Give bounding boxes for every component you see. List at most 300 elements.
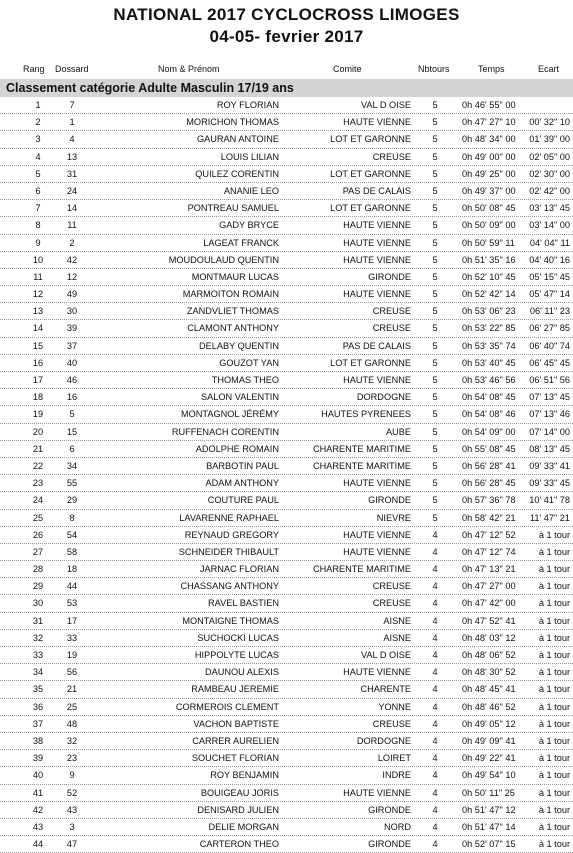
cell-name: REYNAUD GREGORY: [184, 529, 279, 540]
cell-comite: CREUSE: [372, 306, 411, 317]
cell-temps: 0h 49' 22" 41: [462, 753, 516, 764]
cell-rang: 36: [32, 701, 44, 712]
cell-rang: 39: [32, 753, 44, 764]
cell-dossard: 48: [66, 718, 78, 729]
cell-nbtours: 4: [432, 632, 438, 643]
cell-name: JARNAC FLORIAN: [199, 564, 279, 575]
table-row: [0, 406, 573, 423]
cell-rang: 25: [32, 512, 44, 523]
cell-ecart: 08' 13" 45: [529, 443, 570, 454]
cell-temps: 0h 53' 35" 74: [462, 340, 516, 351]
cell-temps: 0h 56' 28" 41: [462, 460, 516, 471]
cell-dossard: 46: [66, 375, 78, 385]
table-row: [0, 320, 573, 337]
cell-dossard: 29: [66, 495, 78, 506]
cell-temps: 0h 53' 40" 45: [462, 357, 516, 368]
cell-name: COUTURE PAUL: [207, 495, 279, 506]
cell-nbtours: 4: [432, 615, 438, 626]
cell-name: THOMAS THEO: [211, 375, 279, 385]
cell-ecart: à 1 tour: [538, 546, 570, 557]
cell-name: PONTREAU SAMUEL: [187, 203, 279, 214]
cell-comite: HAUTE VIENNE: [343, 254, 411, 265]
cell-temps: 0h 51' 47" 12: [462, 804, 516, 815]
column-header-rang: Rang: [23, 64, 45, 74]
cell-name: DELIE MORGAN: [208, 821, 279, 832]
cell-name: ADOLPHE ROMAIN: [195, 443, 279, 454]
cell-comite: LOIRET: [377, 753, 411, 764]
cell-nbtours: 4: [432, 770, 438, 781]
cell-ecart: 11' 47" 21: [529, 512, 570, 523]
table-row: [0, 149, 573, 166]
cell-comite: HAUTE VIENNE: [343, 478, 411, 489]
cell-temps: 0h 55' 08" 45: [462, 443, 516, 454]
cell-name: SALON VALENTIN: [201, 392, 279, 403]
cell-temps: 0h 47' 12" 74: [462, 546, 516, 557]
cell-rang: 15: [32, 340, 44, 351]
cell-dossard: 12: [66, 271, 78, 282]
cell-dossard: 14: [66, 203, 78, 214]
column-header-temps: Temps: [478, 64, 505, 74]
cell-nbtours: 4: [432, 735, 438, 746]
table-row: [0, 802, 573, 819]
cell-comite: HAUTE VIENNE: [343, 117, 411, 128]
cell-temps: 0h 58' 42" 21: [462, 512, 516, 523]
cell-nbtours: 5: [432, 134, 438, 145]
cell-comite: CREUSE: [372, 151, 411, 162]
cell-dossard: 15: [66, 426, 78, 437]
cell-temps: 0h 50' 09" 00: [462, 220, 516, 231]
cell-name: LAGEAT FRANCK: [203, 237, 279, 248]
cell-dossard: 16: [66, 392, 78, 403]
cell-comite: LOT ET GARONNE: [330, 134, 411, 145]
cell-ecart: à 1 tour: [538, 667, 570, 678]
cell-nbtours: 5: [432, 100, 438, 110]
cell-ecart: 05' 15" 45: [529, 271, 570, 282]
table-row: [0, 217, 573, 234]
cell-rang: 43: [32, 821, 44, 832]
cell-rang: 42: [32, 804, 44, 815]
cell-ecart: à 1 tour: [538, 564, 570, 575]
table-row: [0, 819, 573, 836]
cell-nbtours: 5: [432, 271, 438, 282]
cell-temps: 0h 52' 10" 45: [462, 271, 516, 282]
cell-rang: 40: [32, 770, 44, 781]
cell-temps: 0h 49' 00" 00: [462, 151, 516, 162]
cell-dossard: 2: [69, 237, 75, 248]
cell-ecart: à 1 tour: [538, 753, 570, 764]
cell-rang: 22: [32, 460, 44, 471]
cell-nbtours: 5: [432, 151, 438, 162]
table-row: [0, 372, 573, 389]
table-row: [0, 200, 573, 217]
table-row: [0, 750, 573, 767]
cell-rang: 27: [32, 546, 44, 557]
cell-ecart: 00' 32" 10: [529, 117, 570, 128]
cell-name: GOUZOT YAN: [219, 357, 279, 368]
cell-rang: 23: [32, 478, 44, 489]
cell-rang: 10: [32, 254, 44, 265]
cell-temps: 0h 47' 12" 52: [462, 529, 516, 540]
cell-dossard: 43: [66, 804, 78, 815]
cell-rang: 16: [32, 357, 44, 368]
cell-temps: 0h 53' 06" 23: [462, 306, 516, 317]
cell-comite: VAL D OISE: [360, 100, 411, 110]
cell-temps: 0h 50' 08" 45: [462, 203, 516, 214]
cell-comite: CHARENTE MARITIME: [312, 460, 411, 471]
table-row: [0, 510, 573, 527]
table-row: [0, 235, 573, 252]
cell-nbtours: 5: [432, 289, 438, 300]
cell-dossard: 37: [66, 340, 78, 351]
cell-ecart: à 1 tour: [538, 701, 570, 712]
cell-dossard: 23: [66, 753, 78, 764]
table-row: [0, 647, 573, 664]
cell-comite: YONNE: [378, 701, 411, 712]
table-row: [0, 269, 573, 286]
cell-nbtours: 4: [432, 753, 438, 764]
cell-temps: 0h 53' 22" 85: [462, 323, 516, 334]
cell-name: SUCHOCKI LUCAS: [197, 632, 279, 643]
cell-name: MORICHON THOMAS: [186, 117, 279, 128]
table-row: [0, 630, 573, 647]
cell-comite: PAS DE CALAIS: [342, 185, 411, 196]
cell-comite: GIRONDE: [368, 839, 411, 850]
cell-nbtours: 5: [432, 357, 438, 368]
cell-ecart: à 1 tour: [538, 615, 570, 626]
cell-dossard: 55: [66, 478, 78, 489]
cell-temps: 0h 49' 25" 00: [462, 168, 516, 179]
cell-ecart: 06' 51" 56: [529, 375, 570, 385]
cell-dossard: 24: [66, 185, 78, 196]
cell-nbtours: 4: [432, 650, 438, 660]
table-row: [0, 733, 573, 750]
cell-name: BOUIGEAU JORIS: [200, 787, 279, 798]
table-row: [0, 578, 573, 595]
cell-nbtours: 4: [432, 546, 438, 557]
cell-ecart: 03' 14" 00: [529, 220, 570, 231]
cell-nbtours: 4: [432, 598, 438, 609]
cell-temps: 0h 50' 59" 11: [462, 237, 515, 248]
cell-ecart: à 1 tour: [538, 787, 570, 798]
cell-ecart: 04' 04" 11: [529, 237, 570, 248]
cell-rang: 1: [35, 100, 41, 110]
cell-rang: 32: [32, 632, 44, 643]
cell-comite: CREUSE: [372, 718, 411, 729]
cell-name: SCHNEIDER THIBAULT: [178, 546, 279, 557]
cell-rang: 2: [35, 117, 41, 128]
cell-name: RAMBEAU JEREMIE: [191, 684, 279, 695]
cell-name: LAVARENNE RAPHAEL: [179, 512, 279, 523]
cell-dossard: 1: [69, 117, 75, 128]
table-row: [0, 716, 573, 733]
cell-temps: 0h 54' 08" 45: [462, 392, 516, 403]
table-row: [0, 613, 573, 630]
table-row: [0, 699, 573, 716]
cell-dossard: 42: [66, 254, 78, 265]
cell-temps: 0h 54' 08" 46: [462, 409, 516, 420]
cell-nbtours: 4: [432, 667, 438, 678]
cell-dossard: 9: [69, 770, 75, 781]
cell-name: HIPPOLYTE LUCAS: [194, 650, 279, 660]
cell-dossard: 32: [66, 735, 78, 746]
cell-comite: CHARENTE MARITIME: [312, 564, 411, 575]
cell-rang: 9: [35, 237, 41, 248]
cell-rang: 12: [32, 289, 44, 300]
cell-ecart: 09' 33" 41: [529, 460, 570, 471]
cell-nbtours: 5: [432, 392, 438, 403]
cell-name: VACHON BAPTISTE: [193, 718, 279, 729]
cell-ecart: à 1 tour: [538, 735, 570, 746]
cell-rang: 20: [32, 426, 44, 437]
column-header-nom: Nom & Prénom: [158, 64, 220, 74]
cell-comite: NORD: [383, 821, 411, 832]
cell-ecart: à 1 tour: [538, 804, 570, 815]
table-row: [0, 475, 573, 492]
table-row: [0, 355, 573, 372]
cell-ecart: à 1 tour: [538, 684, 570, 695]
cell-dossard: 40: [66, 357, 78, 368]
cell-temps: 0h 51' 35" 16: [462, 254, 516, 265]
cell-name: CLAMONT ANTHONY: [187, 323, 279, 334]
cell-nbtours: 5: [432, 168, 438, 179]
cell-temps: 0h 47' 42" 00: [462, 598, 516, 609]
cell-comite: CHARENTE MARITIME: [312, 443, 411, 454]
cell-nbtours: 4: [432, 821, 438, 832]
table-row: [0, 166, 573, 183]
cell-nbtours: 5: [432, 443, 438, 454]
table-row: [0, 286, 573, 303]
cell-dossard: 53: [66, 598, 78, 609]
cell-rang: 11: [33, 271, 43, 282]
column-header-dossard: Dossard: [55, 64, 89, 74]
cell-temps: 0h 48' 34" 00: [462, 134, 516, 145]
table-row: [0, 389, 573, 406]
cell-rang: 33: [32, 650, 44, 660]
cell-comite: HAUTE VIENNE: [343, 375, 411, 385]
page-title: NATIONAL 2017 CYCLOCROSS LIMOGES: [113, 5, 460, 24]
cell-comite: HAUTE VIENNE: [343, 220, 411, 231]
cell-rang: 38: [32, 735, 44, 746]
table-row: [0, 424, 573, 441]
cell-nbtours: 5: [432, 237, 438, 248]
cell-nbtours: 4: [432, 564, 438, 575]
cell-comite: GIRONDE: [368, 271, 411, 282]
cell-temps: 0h 57' 36" 78: [462, 495, 516, 506]
cell-temps: 0h 51' 47" 14: [462, 821, 516, 832]
table-row: [0, 97, 573, 114]
cell-comite: HAUTE VIENNE: [343, 237, 411, 248]
cell-rang: 3: [35, 134, 41, 145]
table-row: [0, 836, 573, 853]
cell-rang: 30: [32, 598, 44, 609]
cell-comite: LOT ET GARONNE: [330, 168, 411, 179]
cell-nbtours: 5: [432, 117, 438, 128]
cell-nbtours: 5: [432, 323, 438, 334]
cell-temps: 0h 54' 09" 00: [462, 426, 516, 437]
cell-temps: 0h 47' 52" 41: [462, 615, 516, 626]
table-row: [0, 183, 573, 200]
cell-rang: 8: [35, 220, 41, 231]
cell-ecart: à 1 tour: [538, 839, 570, 850]
cell-nbtours: 5: [432, 254, 438, 265]
cell-nbtours: 4: [432, 581, 438, 592]
cell-temps: 0h 56' 28" 45: [462, 478, 516, 489]
cell-rang: 4: [35, 151, 41, 162]
cell-nbtours: 5: [432, 426, 438, 437]
cell-nbtours: 4: [432, 839, 438, 850]
cell-nbtours: 5: [432, 460, 438, 471]
cell-comite: LOT ET GARONNE: [330, 203, 411, 214]
cell-dossard: 13: [66, 151, 78, 162]
cell-ecart: à 1 tour: [538, 718, 570, 729]
cell-temps: 0h 48' 03" 12: [462, 632, 516, 643]
cell-dossard: 17: [66, 615, 78, 626]
cell-comite: AISNE: [383, 632, 411, 643]
table-row: [0, 595, 573, 612]
cell-name: MONTAIGNE THOMAS: [182, 615, 279, 626]
cell-name: CORMEROIS CLEMENT: [175, 701, 279, 712]
cell-dossard: 49: [66, 289, 78, 300]
cell-comite: HAUTES PYRENEES: [321, 409, 411, 420]
cell-dossard: 19: [66, 650, 78, 660]
cell-rang: 29: [32, 581, 44, 592]
cell-comite: HAUTE VIENNE: [343, 546, 411, 557]
cell-ecart: 06' 45" 45: [529, 357, 570, 368]
cell-nbtours: 4: [432, 804, 438, 815]
category-label: Classement catégorie Adulte Masculin 17/19 ans: [6, 81, 294, 95]
table-row: [0, 492, 573, 509]
cell-ecart: 05' 47" 14: [529, 289, 570, 300]
results-table: [0, 97, 573, 853]
cell-dossard: 47: [66, 839, 78, 850]
table-row: [0, 681, 573, 698]
cell-nbtours: 5: [432, 306, 438, 317]
cell-name: GAURAN ANTOINE: [196, 134, 279, 145]
cell-nbtours: 5: [432, 340, 438, 351]
cell-rang: 18: [32, 392, 44, 403]
cell-rang: 7: [35, 203, 41, 214]
cell-temps: 0h 47' 13" 21: [462, 564, 516, 575]
cell-dossard: 58: [66, 546, 78, 557]
cell-temps: 0h 48' 30" 52: [462, 667, 516, 678]
cell-temps: 0h 48' 06" 52: [462, 650, 516, 660]
cell-name: CARRER AURELIEN: [192, 735, 279, 746]
cell-nbtours: 5: [432, 409, 438, 420]
cell-rang: 14: [32, 323, 44, 334]
cell-comite: GIRONDE: [368, 804, 411, 815]
cell-ecart: à 1 tour: [538, 529, 570, 540]
cell-ecart: 01' 39" 00: [529, 134, 570, 145]
cell-comite: GIRONDE: [368, 495, 411, 506]
cell-rang: 28: [32, 564, 44, 575]
cell-ecart: 10' 41" 78: [529, 495, 570, 506]
cell-dossard: 54: [66, 529, 78, 540]
cell-rang: 34: [32, 667, 44, 678]
cell-name: LOUIS LILIAN: [220, 151, 279, 162]
cell-ecart: 03' 13" 45: [529, 203, 570, 214]
cell-ecart: à 1 tour: [538, 581, 570, 592]
cell-name: CARTERON THEO: [199, 839, 279, 850]
cell-temps: 0h 50' 11" 25: [462, 787, 515, 798]
cell-name: ZANDVLIET THOMAS: [186, 306, 279, 317]
cell-nbtours: 4: [432, 718, 438, 729]
cell-ecart: 02' 30" 00: [529, 168, 570, 179]
column-header-ecart: Ecart: [538, 64, 560, 74]
cell-ecart: 07' 14" 00: [529, 426, 570, 437]
cell-nbtours: 5: [432, 185, 438, 196]
cell-rang: 21: [32, 443, 44, 454]
table-row: [0, 527, 573, 544]
cell-dossard: 25: [66, 701, 78, 712]
cell-rang: 6: [35, 185, 41, 196]
cell-name: DAUNOU ALEXIS: [204, 667, 279, 678]
table-row: [0, 664, 573, 681]
cell-rang: 31: [32, 615, 44, 626]
cell-name: BARBOTIN PAUL: [206, 460, 279, 471]
cell-rang: 5: [35, 168, 41, 179]
column-header-row: [0, 61, 573, 77]
cell-name: SOUCHET FLORIAN: [191, 753, 279, 764]
cell-comite: DORDOGNE: [356, 392, 411, 403]
cell-comite: CREUSE: [372, 598, 411, 609]
cell-name: MONTMAUR LUCAS: [191, 271, 279, 282]
cell-comite: AUBE: [385, 426, 411, 437]
cell-dossard: 7: [69, 100, 75, 110]
cell-dossard: 33: [66, 632, 78, 643]
table-row: [0, 458, 573, 475]
cell-name: ADAM ANTHONY: [205, 478, 279, 489]
cell-dossard: 56: [66, 667, 78, 678]
cell-ecart: 07' 13" 45: [529, 392, 570, 403]
cell-nbtours: 5: [432, 220, 438, 231]
cell-rang: 19: [32, 409, 44, 420]
cell-ecart: 02' 05" 00: [529, 151, 570, 162]
cell-ecart: à 1 tour: [538, 821, 570, 832]
cell-nbtours: 5: [432, 495, 438, 506]
cell-nbtours: 5: [432, 478, 438, 489]
cell-comite: CREUSE: [372, 581, 411, 592]
cell-dossard: 44: [66, 581, 78, 592]
cell-nbtours: 5: [432, 375, 438, 385]
cell-nbtours: 4: [432, 701, 438, 712]
cell-nbtours: 4: [432, 684, 438, 695]
cell-comite: HAUTE VIENNE: [343, 787, 411, 798]
cell-ecart: 04' 40" 16: [529, 254, 570, 265]
table-row: [0, 131, 573, 148]
cell-comite: HAUTE VIENNE: [343, 667, 411, 678]
cell-rang: 17: [32, 375, 44, 385]
cell-comite: CHARENTE: [360, 684, 411, 695]
cell-name: DELABY QUENTIN: [199, 340, 279, 351]
cell-temps: 0h 52' 42" 14: [462, 289, 516, 300]
cell-temps: 0h 49' 05" 12: [462, 718, 516, 729]
cell-temps: 0h 48' 45" 41: [462, 684, 516, 695]
cell-dossard: 3: [69, 821, 75, 832]
cell-name: ANANIE LEO: [223, 185, 279, 196]
cell-name: GADY BRYCE: [219, 220, 279, 231]
cell-name: MARMOITON ROMAIN: [182, 289, 279, 300]
cell-temps: 0h 47' 27" 00: [462, 581, 516, 592]
cell-dossard: 5: [69, 409, 75, 420]
event-dates: 04-05- fevrier 2017: [209, 27, 364, 46]
cell-name: CHASSANG ANTHONY: [180, 581, 279, 592]
table-row: [0, 303, 573, 320]
table-row: [0, 252, 573, 269]
cell-ecart: 09' 33" 45: [529, 478, 570, 489]
cell-dossard: 34: [66, 460, 78, 471]
cell-dossard: 52: [66, 787, 78, 798]
cell-rang: 41: [32, 787, 44, 798]
